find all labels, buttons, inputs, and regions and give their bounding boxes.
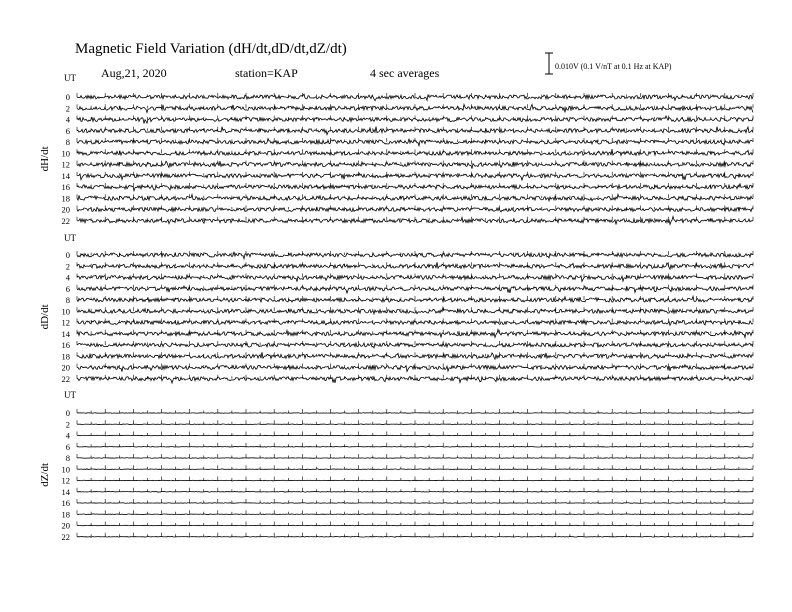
panel-dD-dt — [39, 233, 753, 384]
panels — [39, 73, 753, 542]
ut-tick-label: 2 — [65, 261, 70, 272]
ut-tick-label: 10 — [61, 464, 70, 475]
ut-tick-label: 14 — [61, 486, 70, 497]
ut-tick-label: 14 — [61, 328, 70, 339]
ut-tick-label: 18 — [61, 193, 70, 204]
ut-tick-label: 10 — [61, 306, 70, 317]
ut-axis-label: UT — [64, 390, 76, 400]
panel-ylabel: dH/dt — [39, 146, 51, 172]
ut-tick-label: 18 — [61, 351, 70, 362]
ut-tick-label: 16 — [61, 340, 70, 350]
ut-tick-label: 6 — [65, 125, 70, 136]
ut-tick-label: 6 — [65, 441, 70, 452]
ut-tick-label: 20 — [61, 520, 70, 531]
ut-tick-label: 14 — [61, 170, 70, 181]
ut-tick-label: 8 — [65, 295, 70, 305]
ut-tick-label: 4 — [65, 114, 70, 125]
ut-tick-label: 22 — [61, 531, 70, 542]
averaging-label: 4 sec averages — [370, 66, 440, 80]
panel-dZ-dt — [39, 390, 753, 542]
ut-tick-label: 0 — [65, 250, 70, 260]
chart-title: Magnetic Field Variation (dH/dt,dD/dt,dZ/dt) — [75, 41, 347, 57]
ut-tick-label: 8 — [65, 137, 70, 147]
ut-tick-label: 16 — [61, 498, 70, 508]
ut-tick-label: 4 — [65, 272, 70, 283]
ut-tick-label: 2 — [65, 419, 70, 430]
ut-tick-label: 20 — [61, 362, 70, 373]
ut-tick-label: 22 — [61, 373, 70, 384]
ut-tick-label: 10 — [61, 148, 70, 159]
ut-tick-label: 6 — [65, 283, 70, 294]
ut-tick-label: 8 — [65, 453, 70, 463]
chart-header — [75, 41, 672, 80]
station-label: station=KAP — [235, 66, 298, 80]
ut-tick-label: 12 — [61, 317, 70, 328]
ut-tick-label: 16 — [61, 182, 70, 192]
panel-ylabel: dZ/dt — [39, 462, 51, 487]
ut-tick-label: 12 — [61, 475, 70, 486]
ut-tick-label: 22 — [61, 215, 70, 226]
scale-bar-label: 0.010V (0.1 V/nT at 0.1 Hz at KAP) — [555, 62, 672, 71]
ut-tick-label: 0 — [65, 92, 70, 102]
ut-tick-label: 2 — [65, 103, 70, 114]
ut-tick-label: 0 — [65, 408, 70, 418]
ut-axis-label: UT — [64, 233, 76, 243]
ut-tick-label: 12 — [61, 159, 70, 170]
ut-axis-label: UT — [64, 73, 76, 83]
date-label: Aug,21, 2020 — [101, 66, 167, 80]
ut-tick-label: 4 — [65, 430, 70, 441]
ut-tick-label: 18 — [61, 509, 70, 520]
scale-bar — [545, 53, 553, 74]
panel-ylabel: dD/dt — [39, 304, 51, 330]
panel-dH-dt — [39, 73, 753, 226]
ut-tick-label: 20 — [61, 204, 70, 215]
